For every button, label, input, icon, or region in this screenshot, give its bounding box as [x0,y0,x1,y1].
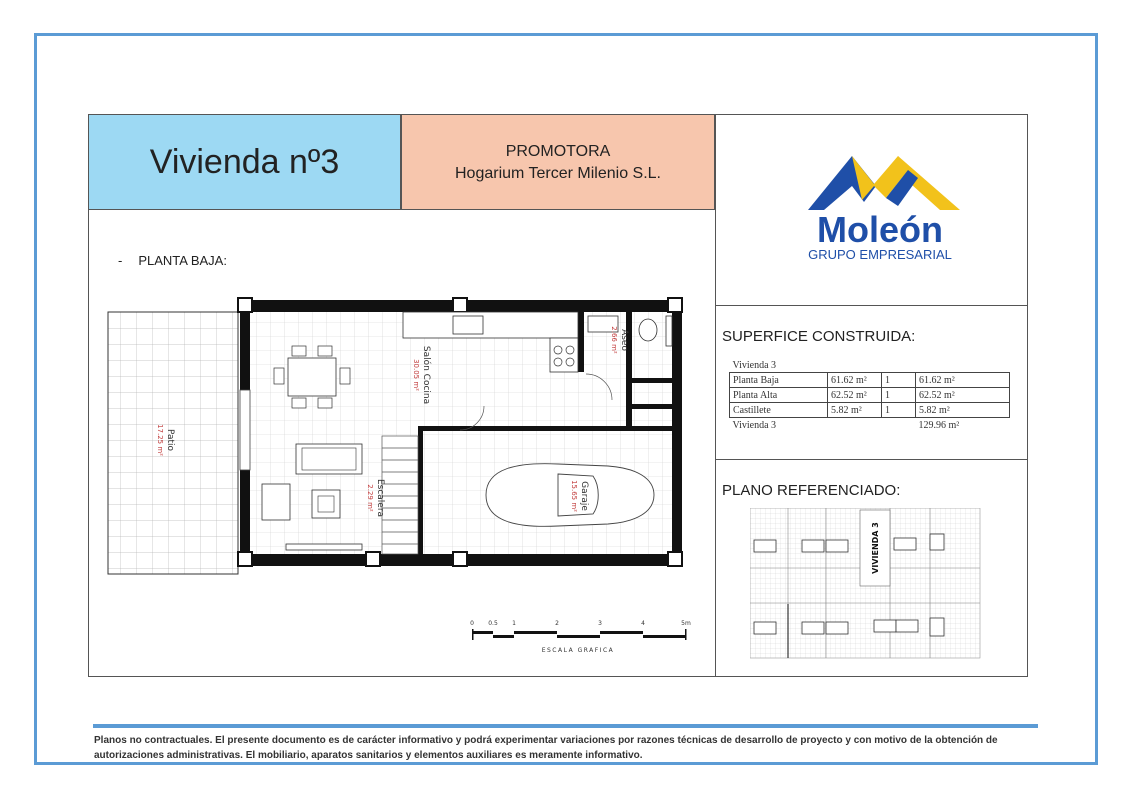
section-marker: - [118,253,123,268]
room-label-aseo [610,326,629,354]
kitchen-counter [403,312,578,338]
salon-area-text: 30.05 m² [412,359,420,391]
page-title: Vivienda nº3 [149,142,340,181]
aseo-area-text: 2.66 m² [610,326,618,354]
scale-tick-0: 0 [470,620,474,627]
scale-segments [472,629,687,640]
escalera-name: Escalera [375,478,385,518]
scale-tick-2: 1 [512,620,516,627]
wall-right [672,300,682,566]
title-cell [88,114,401,210]
logo-brand: Moleón [817,209,943,250]
car [486,464,654,527]
row-area: 62.52 m² [828,388,882,403]
scale-tick-3: 2 [555,620,559,627]
scale-tick-5: 4 [641,620,645,627]
total-value: 129.96 m² [918,419,960,431]
table-row [730,388,1010,403]
scale-tick-4: 3 [598,620,602,627]
scale-label: ESCALA GRAFICA [541,647,615,654]
row-name: Castillete [730,403,828,418]
table-header-label: Vivienda 3 [732,359,777,371]
table-row [730,403,1010,418]
row-area: 5.82 m² [828,403,882,418]
patio-name: Patio [165,428,175,452]
row-total: 61.62 m² [916,373,1010,388]
row-qty: 1 [882,403,916,418]
garage-wall-left [418,426,423,560]
logo-subtitle: GRUPO EMPRESARIAL [808,247,952,262]
row-qty: 1 [882,373,916,388]
aseo-wall-h [578,312,584,372]
floor-plan [88,280,688,575]
referenced-title: PLANO REFERENCIADO: [722,482,901,499]
row-qty: 1 [882,388,916,403]
garaje-name: Garaje [579,481,589,511]
room-label-garaje [570,480,589,512]
patio-area-text: 17.25 m² [156,424,164,456]
row-name: Planta Alta [730,388,828,403]
row-name: Planta Baja [730,373,828,388]
promotora-name: Hogarium Tercer Milenio S.L. [454,165,661,182]
scale-tick-1: 0.5 [488,620,498,627]
table-row [730,418,1010,433]
table-row [730,373,1010,388]
superficie-table [729,358,1010,432]
escalera-area-text: 2.29 m² [366,484,374,512]
promotora-cell [401,114,715,210]
garaje-area-text: 15.65 m² [570,480,578,512]
table-row [730,358,1010,373]
garage-wall-top [418,426,680,431]
row-total: 5.82 m² [916,403,1010,418]
room-label-escalera [366,479,385,517]
row-total: 62.52 m² [916,388,1010,403]
marker-label: VIVIENDA 3 [871,522,880,574]
superficie-title: SUPERFICE CONSTRUIDA: [722,328,916,345]
sofa [296,444,362,474]
section-label: PLANTA BAJA: [138,253,227,268]
aseo-name: Aseo [619,329,629,351]
row-area: 61.62 m² [828,373,882,388]
staircase [382,436,418,554]
promotora-label: PROMOTORA [505,143,611,160]
footer-disclaimer: Planos no contractuales. El presente documento es de carácter informativo y podrá experimentar variaciones por razones técnicas de desarrollo de proyecto y con motivo de la obtención de autorizaciones administrativas. El mobiliario, aparatos sanitarios y elementos auxiliares es meramente informativo. [94,735,998,761]
dining-table [288,358,336,396]
section-heading [118,253,227,268]
scale-bar [460,615,700,657]
salon-name: Salón Cocina [421,345,431,405]
total-label: Vivienda 3 [732,419,777,431]
scale-tick-6: 5m [681,620,691,627]
footer-divider [93,724,1038,728]
referenced-plan [750,508,982,663]
moleon-logo [790,150,970,265]
